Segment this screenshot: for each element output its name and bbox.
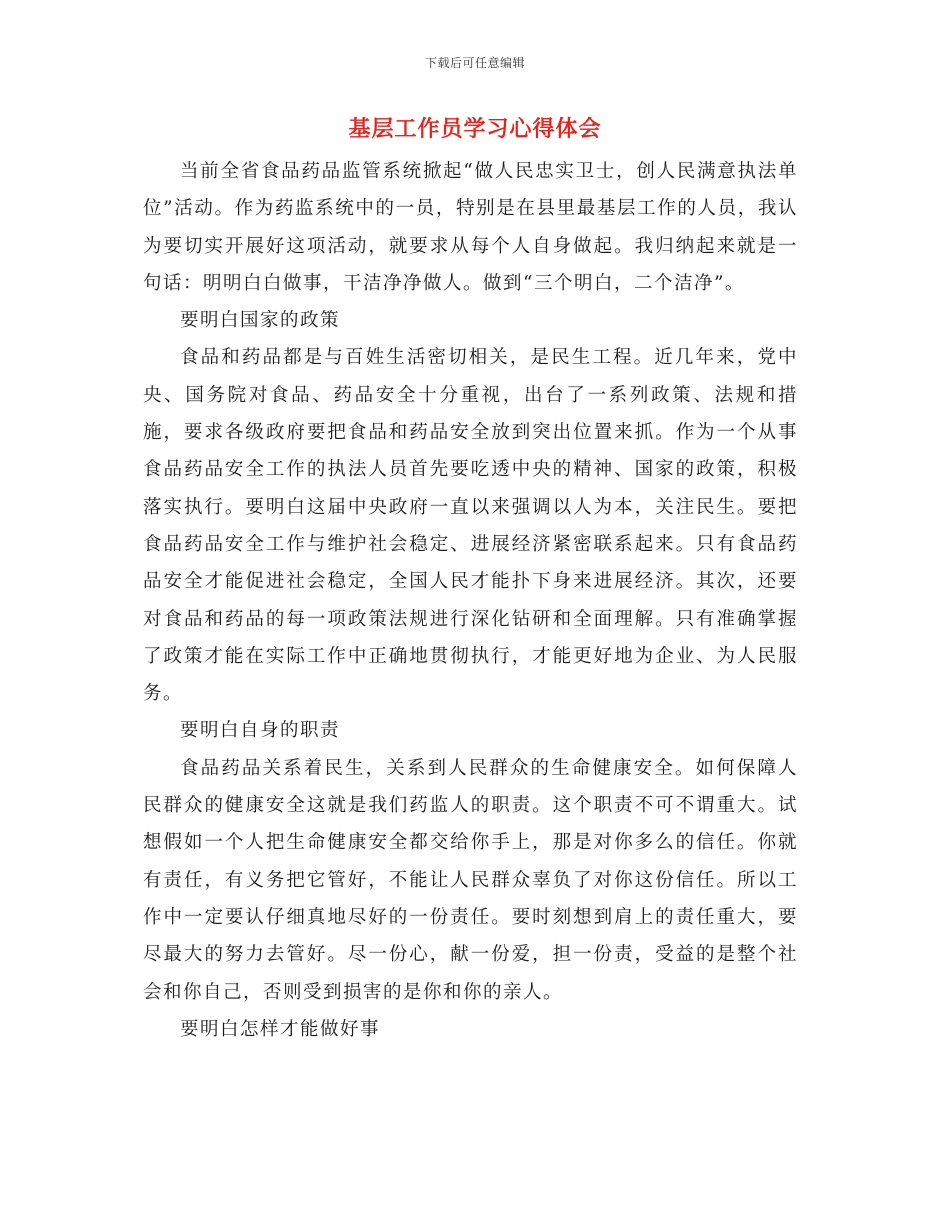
section-heading-policy: 要明白国家的政策 xyxy=(180,310,341,332)
paragraph-intro: 当前全省食品药品监管系统掀起“做人民忠实卫士，创人民满意执法单位”活动。作为药监系统中的一员，特别是在县里最基层工作的人员，我认为要切实开展好这项活动，就要求从每个人自身做起。我归纳起来就是一句话：明明白白做事，干洁净净做人。做到“三个明白，二个洁净”。 xyxy=(143,161,798,294)
paragraph-policy: 食品和药品都是与百姓生活密切相关，是民生工程。近几年来，党中央、国务院对食品、药品安全十分重视，出台了一系列政策、法规和措施，要求各级政府要把食品和药品安全放到突出位置来抓。作为一个从事食品药品安全工作的执法人员首先要吃透中央的精神、国家的政策，积极落实执行。要明白这届中央政府一直以来强调以人为本，关注民生。要把食品药品安全工作与维护社会稳定、进展经济紧密联系起来。只有食品药品安全才能促进社会稳定，全国人民才能扑下身来进展经济。其次，还要对食品和药品的每一项政策法规进行深化钻研和全面理解。只有准确掌握了政策才能在实际工作中正确地贯彻执行，才能更好地为企业、为人民服务。 xyxy=(143,347,798,705)
paragraph-duty: 食品药品关系着民生，关系到人民群众的生命健康安全。如何保障人民群众的健康安全这就是我们药监人的职责。这个职责不可不谓重大。试想假如一个人把生命健康安全都交给你手上，那是对你多么的信任。你就有责任，有义务把它管好，不能让人民群众辜负了对你这份信任。所以工作中一定要认仔细真地尽好的一份责任。要时刻想到肩上的责任重大，要尽最大的努力去管好。尽一份心，献一份爱，担一份责，受益的是整个社会和你自己，否则受到损害的是你和你的亲人。 xyxy=(143,757,798,1003)
document-title: 基层工作员学习心得体会 xyxy=(348,116,602,142)
section-heading-work: 要明白怎样才能做好事 xyxy=(180,1018,381,1040)
section-heading-duty: 要明白自身的职责 xyxy=(180,720,341,742)
document-body xyxy=(143,153,798,1048)
header-note: 下载后可任意编辑 xyxy=(424,56,525,70)
